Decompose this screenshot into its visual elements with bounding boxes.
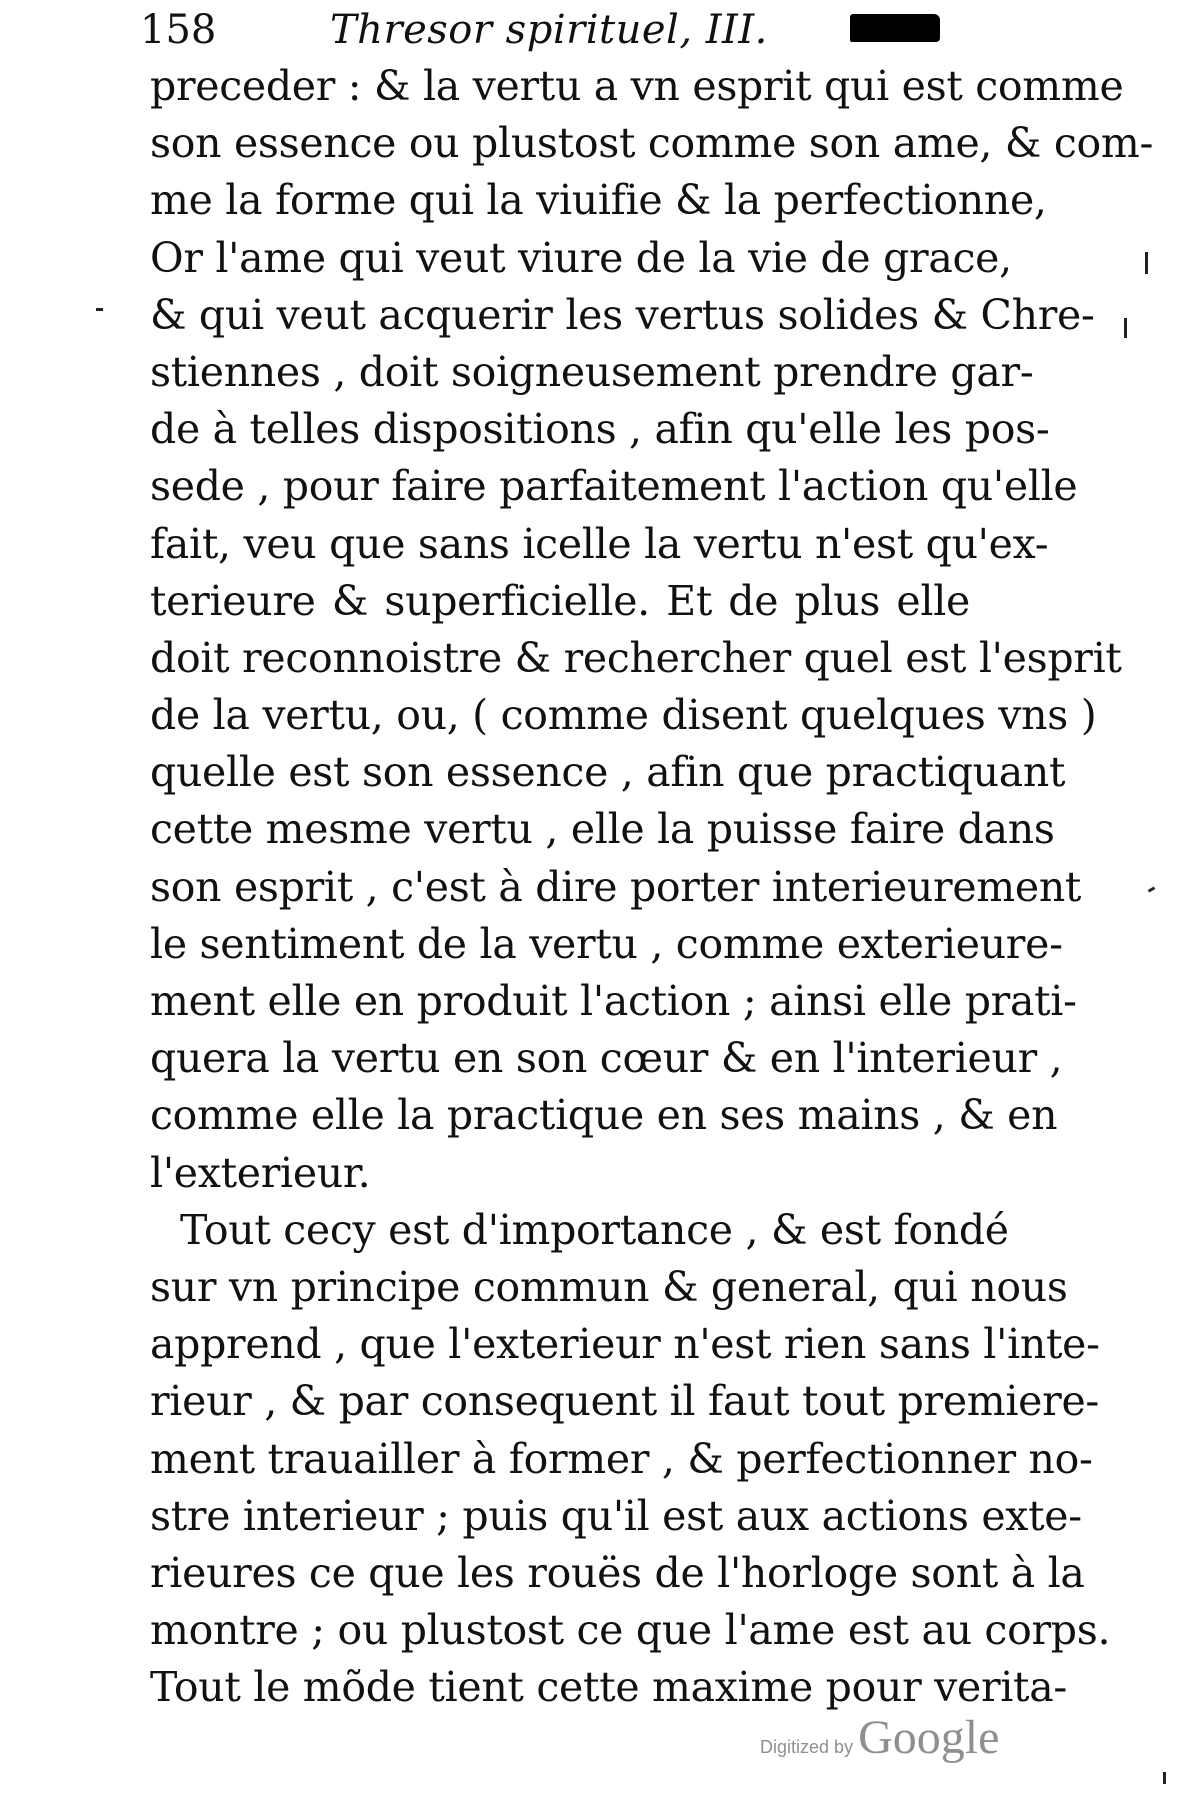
google-logo: Google — [858, 1711, 1000, 1764]
text-line-paragraph-start: Tout cecy est d'importance , & est fondé — [180, 1205, 1009, 1254]
text-line: quelle est son essence , afin que practiquant — [150, 748, 1066, 797]
digitized-by-google-watermark — [760, 1710, 999, 1770]
text-line: cette mesme vertu , elle la puisse faire dans — [150, 805, 1055, 854]
scan-speck — [1163, 1772, 1166, 1784]
text-line: l'exterieur. — [150, 1148, 371, 1197]
text-line: rieures ce que les rouës de l'horloge sont à la — [150, 1548, 1085, 1597]
text-line: sede , pour faire parfaitement l'action qu'elle — [150, 462, 1078, 511]
text-line: son esprit , c'est à dire porter interieurement — [150, 862, 1082, 911]
scan-speck — [96, 308, 103, 311]
running-title: Thresor spirituel, III. — [330, 7, 768, 53]
text-line: apprend , que l'exterieur n'est rien sans l'inte- — [150, 1320, 1100, 1369]
text-line: stre interieur ; puis qu'il est aux actions exte- — [150, 1491, 1082, 1540]
running-head — [140, 6, 940, 54]
text-line: stiennes , doit soigneusement prendre gar- — [150, 347, 1034, 396]
text-line: ment elle en produit l'action ; ainsi elle prati- — [150, 977, 1077, 1025]
text-line: de la vertu, ou, ( comme disent quelques vns ) — [150, 691, 1097, 740]
text-line: terieure & superficielle. Et de plus elle — [150, 576, 970, 625]
text-line: rieur , & par consequent il faut tout premiere- — [150, 1377, 1099, 1426]
text-line: ment trauailler à former , & perfectionner no- — [150, 1434, 1093, 1483]
page-number: 158 — [140, 7, 217, 53]
text-line: me la forme qui la viuifie & la perfectionne, — [150, 176, 1047, 225]
scan-speck — [1148, 886, 1156, 892]
text-line: son essence ou plustost comme son ame, & com- — [150, 119, 1153, 168]
text-line: doit reconnoistre & rechercher quel est l'esprit — [150, 633, 1122, 682]
text-line: le sentiment de la vertu , comme exterieure- — [150, 919, 1063, 968]
text-line: preceder : & la vertu a vn esprit qui est comme — [150, 62, 1124, 110]
scan-speck — [1145, 252, 1148, 274]
text-line: de à telles dispositions , afin qu'elle les pos- — [150, 405, 1050, 454]
scan-speck — [1124, 318, 1127, 338]
text-line: Tout le mõde tient cette maxime pour verita- — [150, 1663, 1067, 1712]
text-line: quera la vertu en son cœur & en l'interieur , — [150, 1034, 1063, 1083]
text-line: & qui veut acquerir les vertus solides & Chre- — [150, 290, 1095, 339]
text-line: fait, veu que sans icelle la vertu n'est qu'ex- — [150, 519, 1049, 568]
text-line: sur vn principe commun & general, qui nous — [150, 1262, 1068, 1311]
text-line: montre ; ou plustost ce que l'ame est au corps. — [150, 1606, 1111, 1655]
text-line: comme elle la practique en ses mains , & en — [150, 1091, 1058, 1140]
watermark-prefix: Digitized by — [760, 1737, 854, 1757]
ink-blot — [850, 14, 940, 42]
body-text — [150, 58, 1153, 1716]
text-line: Or l'ame qui veut viure de la vie de grace, — [150, 233, 1012, 282]
